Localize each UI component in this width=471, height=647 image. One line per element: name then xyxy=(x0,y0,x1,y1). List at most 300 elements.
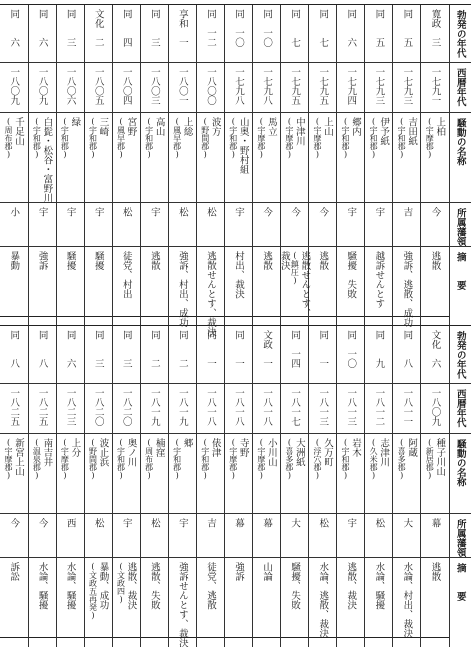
domain-text: 今 xyxy=(317,207,328,217)
year-cell xyxy=(365,62,393,112)
summary-text: 逃散 xyxy=(149,251,160,270)
summary-text: 徒党、村出 xyxy=(121,251,132,299)
year-cell xyxy=(225,62,253,112)
domain-text: 宇 xyxy=(37,207,48,217)
name-cell xyxy=(112,433,140,513)
era-cell xyxy=(337,326,365,383)
domain-text: 今 xyxy=(429,207,440,217)
summary-cell xyxy=(337,247,365,337)
summary-note: (鎮圧) xyxy=(290,251,300,318)
western-year: 一八一八 xyxy=(205,388,216,426)
domain-cell xyxy=(365,513,393,557)
year-cell xyxy=(28,383,56,433)
district-name: (野間郡) xyxy=(200,117,210,159)
era-cell xyxy=(421,326,449,383)
era-cell xyxy=(393,5,421,62)
name-cell xyxy=(140,112,168,203)
era-cell xyxy=(0,5,28,62)
name-cell xyxy=(225,433,253,513)
summary-cell xyxy=(84,247,112,337)
name-cell xyxy=(421,433,449,513)
name-cell xyxy=(28,433,56,513)
year-cell xyxy=(225,383,253,433)
era-cell xyxy=(112,326,140,383)
domain-cell xyxy=(28,203,56,247)
summary-cell xyxy=(196,247,224,337)
name-cell xyxy=(196,112,224,203)
domain-text: 吉 xyxy=(205,518,216,528)
summary-cell xyxy=(84,557,112,647)
domain-text: 宇 xyxy=(121,518,132,528)
summary-cell xyxy=(225,247,253,337)
era-text: 同 三 xyxy=(93,330,104,368)
district-name: (久米郡) xyxy=(369,438,379,480)
era-text: 同 三 xyxy=(65,9,76,47)
header-summary xyxy=(449,247,471,337)
district-name: (宇和郡) xyxy=(88,117,98,159)
summary-cell xyxy=(56,247,84,337)
header-label: 摘 要 xyxy=(455,563,466,601)
summary-text: 水論、騒擾 xyxy=(37,562,48,610)
name-cell xyxy=(84,433,112,513)
era-cell xyxy=(28,326,56,383)
summary-text: 強訴 xyxy=(233,562,244,581)
summary-text: 暴動 xyxy=(8,251,19,270)
incident-name: 阿蔵 xyxy=(406,438,417,480)
era-cell xyxy=(309,5,337,62)
domain-text: 今 xyxy=(8,518,19,528)
summary-cell xyxy=(168,557,196,647)
year-cell xyxy=(281,383,309,433)
summary-cell xyxy=(309,557,337,647)
summary-text: 騒擾 失敗 xyxy=(345,251,356,299)
year-cell xyxy=(0,62,28,112)
era-cell xyxy=(281,326,309,383)
western-year: 一七九一 xyxy=(429,67,440,105)
era-cell xyxy=(281,5,309,62)
name-cell xyxy=(253,433,281,513)
era-cell xyxy=(253,5,281,62)
western-year: 一八二三 xyxy=(65,388,76,426)
name-cell xyxy=(0,433,28,513)
era-text: 同 七 xyxy=(317,9,328,47)
name-cell xyxy=(28,112,56,203)
summary-cell xyxy=(281,557,309,647)
summary-text: 暴動、成功 xyxy=(97,562,108,620)
domain-cell xyxy=(56,513,84,557)
summary-text: 騒擾 xyxy=(93,251,104,270)
era-text: 同 四 xyxy=(121,9,132,47)
district-name: (宇和郡) xyxy=(32,117,42,203)
era-cell xyxy=(28,5,56,62)
district-name: (宇和郡) xyxy=(228,117,238,174)
year-cell xyxy=(56,62,84,112)
summary-text: 逃散 xyxy=(317,251,328,270)
incident-name: 寺野 xyxy=(238,438,249,480)
domain-cell xyxy=(0,513,28,557)
summary-text: 水論、騒擾 xyxy=(65,562,76,610)
summary-note: (文政四) xyxy=(116,562,126,610)
summary-text: 逃散 xyxy=(429,562,440,581)
top-table xyxy=(0,4,471,317)
header-label: 所属藩領 xyxy=(455,519,466,557)
era-text: 同 一〇 xyxy=(345,330,356,368)
domain-cell xyxy=(196,203,224,247)
summary-text: 水論、村出、裁決 xyxy=(401,562,412,638)
domain-text: 今 xyxy=(37,518,48,528)
era-text: 同 一二 xyxy=(205,9,216,47)
summary-text: 強訴せんとす、裁決 xyxy=(177,562,188,647)
western-year: 一八二五 xyxy=(37,388,48,426)
header-label: 所属藩領 xyxy=(455,208,466,246)
summary-cell xyxy=(225,557,253,647)
district-name: (宇和郡) xyxy=(200,438,210,480)
era-cell xyxy=(84,326,112,383)
name-cell xyxy=(168,433,196,513)
era-cell xyxy=(225,5,253,62)
summary-cell xyxy=(56,557,84,647)
header-domain xyxy=(449,513,471,557)
header-label: 摘 要 xyxy=(455,252,466,290)
era-text: 同 一四 xyxy=(289,330,300,368)
summary-text: 越訴せんとす xyxy=(373,251,384,308)
era-text: 同 七 xyxy=(289,9,300,47)
district-name: (宇摩郡) xyxy=(228,438,238,480)
summary-text: 逃散、失敗 xyxy=(149,562,160,610)
year-cell xyxy=(28,62,56,112)
domain-cell xyxy=(168,513,196,557)
summary-cell xyxy=(112,247,140,337)
year-cell xyxy=(140,383,168,433)
domain-text: 宇 xyxy=(93,207,104,217)
domain-text: 今 xyxy=(289,207,300,217)
domain-cell xyxy=(196,513,224,557)
summary-text: 逃散、裁決 xyxy=(126,562,137,610)
name-cell xyxy=(309,112,337,203)
western-year: 一八一二 xyxy=(373,388,384,426)
header-label: 騒動の名称 xyxy=(455,118,466,166)
year-cell xyxy=(0,383,28,433)
domain-text: 松 xyxy=(121,207,132,217)
year-cell xyxy=(337,62,365,112)
incident-name: 小川山 xyxy=(266,438,277,480)
summary-text: 強訴 xyxy=(37,251,48,270)
summary-cell xyxy=(0,247,28,337)
summary-cell xyxy=(196,557,224,647)
district-name: (周布郡) xyxy=(144,438,154,480)
era-text: 同 六 xyxy=(345,9,356,47)
era-text: 同 三 xyxy=(149,9,160,47)
summary-text: 騒擾、失敗 xyxy=(289,562,300,610)
domain-cell xyxy=(309,513,337,557)
incident-name: 波止浜 xyxy=(97,438,108,480)
era-text: 同 五 xyxy=(401,9,412,47)
district-name: (宇摩郡) xyxy=(425,117,435,159)
summary-cell xyxy=(140,247,168,337)
name-cell xyxy=(309,433,337,513)
era-text: 同 一 xyxy=(317,330,328,368)
era-text: 同 二 xyxy=(149,330,160,368)
domain-text: 大 xyxy=(401,518,412,528)
domain-text: 松 xyxy=(317,518,328,528)
summary-cell xyxy=(140,557,168,647)
summary-cell xyxy=(337,557,365,647)
summary-cell xyxy=(253,247,281,337)
header-label: 西暦年代 xyxy=(455,68,466,106)
year-cell xyxy=(309,383,337,433)
domain-cell xyxy=(28,513,56,557)
summary-cell xyxy=(28,247,56,337)
era-text: 同 一〇 xyxy=(261,9,272,47)
incident-name: 高山 xyxy=(154,117,165,159)
year-cell xyxy=(337,383,365,433)
incident-name: 南吉井 xyxy=(41,438,52,480)
summary-cell xyxy=(421,557,449,647)
name-cell xyxy=(281,433,309,513)
era-cell xyxy=(168,5,196,62)
domain-text: 吉 xyxy=(401,207,412,217)
western-year: 一八〇三 xyxy=(149,67,160,105)
name-cell xyxy=(168,112,196,203)
incident-name: 白髭・松谷・富野川 xyxy=(41,117,52,203)
domain-cell xyxy=(337,203,365,247)
incident-name: 郷内 xyxy=(350,117,361,159)
year-cell xyxy=(56,383,84,433)
western-year: 一八〇五 xyxy=(93,67,104,105)
incident-name: 郷 xyxy=(182,438,193,480)
district-name: (宇摩郡) xyxy=(312,117,322,159)
era-cell xyxy=(421,5,449,62)
domain-text: 宇 xyxy=(177,518,188,528)
name-cell xyxy=(56,112,84,203)
domain-text: 松 xyxy=(93,518,104,528)
era-cell xyxy=(225,326,253,383)
summary-text: 水論、騒擾 xyxy=(373,562,384,610)
era-text: 寛政 三 xyxy=(429,9,440,47)
era-text: 文政 一 xyxy=(261,330,272,368)
summary-note: (文政五再発) xyxy=(88,562,98,620)
year-cell xyxy=(196,383,224,433)
year-cell xyxy=(309,62,337,112)
summary-text: 逃散せんとす、 xyxy=(299,251,310,318)
name-cell xyxy=(112,112,140,203)
district-name: (宇和郡) xyxy=(144,117,154,159)
incident-name: 吉田紙 xyxy=(406,117,417,159)
summary-text: 逃散 xyxy=(261,251,272,270)
year-cell xyxy=(168,62,196,112)
summary-cell xyxy=(421,247,449,337)
incident-name: 岩木 xyxy=(350,438,361,480)
era-cell xyxy=(196,326,224,383)
district-name: (宇和郡) xyxy=(60,117,70,159)
name-cell xyxy=(196,433,224,513)
header-western xyxy=(449,383,471,433)
western-year: 一七九八 xyxy=(233,67,244,105)
era-cell xyxy=(56,5,84,62)
incident-name: 中津川 xyxy=(294,117,305,159)
year-cell xyxy=(393,62,421,112)
header-label: 騒動の名称 xyxy=(455,439,466,487)
domain-text: 宇 xyxy=(373,207,384,217)
era-cell xyxy=(0,326,28,383)
incident-name: 種子川山 xyxy=(434,438,445,480)
district-name: (風早郡) xyxy=(172,117,182,159)
year-cell xyxy=(281,62,309,112)
incident-name: 志津川 xyxy=(378,438,389,480)
header-western xyxy=(449,62,471,112)
incident-name: 山奥・野村組 xyxy=(238,117,249,174)
name-cell xyxy=(365,112,393,203)
domain-text: 今 xyxy=(261,207,272,217)
district-name: (風早郡) xyxy=(116,117,126,159)
year-cell xyxy=(140,62,168,112)
incident-name: 上柏 xyxy=(434,117,445,159)
western-year: 一八二五 xyxy=(8,388,19,426)
summary-cell xyxy=(112,557,140,647)
domain-text: 松 xyxy=(177,207,188,217)
summary-cell xyxy=(309,247,337,337)
district-name: (喜多郡) xyxy=(284,438,294,480)
domain-text: 宇 xyxy=(345,518,356,528)
name-cell xyxy=(56,433,84,513)
era-text: 同 六 xyxy=(8,9,19,47)
domain-text: 宇 xyxy=(345,207,356,217)
domain-cell xyxy=(309,203,337,247)
name-cell xyxy=(225,112,253,203)
western-year: 一八〇九 xyxy=(429,388,440,426)
domain-cell xyxy=(112,203,140,247)
western-year: 一七九五 xyxy=(317,67,328,105)
western-year: 一七九八 xyxy=(261,67,272,105)
name-cell xyxy=(84,112,112,203)
year-cell xyxy=(112,383,140,433)
year-cell xyxy=(393,383,421,433)
western-year: 一七九三 xyxy=(401,67,412,105)
district-name: (野間郡) xyxy=(88,438,98,480)
domain-text: 大 xyxy=(289,518,300,528)
summary-cell xyxy=(393,247,421,337)
domain-text: 幕 xyxy=(233,518,244,528)
year-cell xyxy=(421,62,449,112)
district-name: (宇和郡) xyxy=(172,438,182,480)
summary-text: 逃散、裁決 xyxy=(345,562,356,610)
domain-cell xyxy=(112,513,140,557)
incident-name: 奥ノ川 xyxy=(126,438,137,480)
era-text: 同 八 xyxy=(8,330,19,368)
header-label: 勃発の年代 xyxy=(455,10,466,58)
era-text: 文化 二 xyxy=(93,9,104,47)
domain-text: 松 xyxy=(149,518,160,528)
incident-name: 馬立 xyxy=(266,117,277,159)
era-cell xyxy=(196,5,224,62)
domain-cell xyxy=(337,513,365,557)
header-summary xyxy=(449,557,471,647)
name-cell xyxy=(393,112,421,203)
bottom-table xyxy=(0,325,471,638)
era-text: 同 六 xyxy=(37,9,48,47)
incident-name: 大洲紙 xyxy=(294,438,305,480)
district-name: (宇和郡) xyxy=(397,117,407,159)
name-cell xyxy=(253,112,281,203)
western-year: 一七九三 xyxy=(373,67,384,105)
name-cell xyxy=(337,112,365,203)
header-label: 勃発の年代 xyxy=(455,331,466,379)
summary-cell xyxy=(0,557,28,647)
domain-cell xyxy=(253,203,281,247)
era-text: 同 一 xyxy=(233,330,244,368)
domain-cell xyxy=(421,203,449,247)
district-name: (喜多郡) xyxy=(397,438,407,480)
domain-cell xyxy=(365,203,393,247)
western-year: 一八一三 xyxy=(317,388,328,426)
domain-cell xyxy=(225,513,253,557)
western-year: 一八〇〇 xyxy=(205,67,216,105)
domain-text: 宇 xyxy=(149,207,160,217)
year-cell xyxy=(253,383,281,433)
incident-name: 宮野 xyxy=(126,117,137,159)
year-cell xyxy=(253,62,281,112)
domain-text: 小 xyxy=(8,207,19,217)
year-cell xyxy=(421,383,449,433)
summary-text: 騒擾 xyxy=(65,251,76,270)
district-name: (周布郡) xyxy=(4,117,14,159)
district-name: (宇摩郡) xyxy=(60,438,70,480)
domain-text: 松 xyxy=(373,518,384,528)
western-year: 一八〇六 xyxy=(65,67,76,105)
domain-text: 幕 xyxy=(261,518,272,528)
summary-cell xyxy=(281,247,309,337)
district-name: (宇摩郡) xyxy=(256,438,266,480)
western-year: 一七九五 xyxy=(289,67,300,105)
domain-cell xyxy=(56,203,84,247)
incident-name: 上総 xyxy=(182,117,193,159)
era-cell xyxy=(337,5,365,62)
western-year: 一八〇四 xyxy=(121,67,132,105)
western-year: 一八一七 xyxy=(289,388,300,426)
year-cell xyxy=(84,62,112,112)
era-cell xyxy=(253,326,281,383)
western-year: 一八一八 xyxy=(261,388,272,426)
era-cell xyxy=(309,326,337,383)
incident-name: 新宮上山 xyxy=(13,438,24,480)
western-year: 一八〇一 xyxy=(177,67,188,105)
summary-text: 村出、裁決 xyxy=(233,251,244,299)
year-cell xyxy=(365,383,393,433)
summary-text: 逃散 xyxy=(429,251,440,270)
summary-text: 強訴、逃散、成功 xyxy=(401,251,412,327)
summary-text: 訴訟 xyxy=(8,562,19,581)
western-year: 一八二〇 xyxy=(93,388,104,426)
district-name: (新居郡) xyxy=(425,438,435,480)
year-cell xyxy=(112,62,140,112)
domain-text: 西 xyxy=(65,518,76,528)
year-cell xyxy=(196,62,224,112)
summary-cell xyxy=(365,557,393,647)
era-text: 文化 六 xyxy=(429,330,440,368)
domain-cell xyxy=(393,513,421,557)
summary-text-2: 裁決 xyxy=(279,251,290,318)
summary-text: 強訴、村出、成功 xyxy=(177,251,188,327)
western-year: 一八一三 xyxy=(345,388,356,426)
incident-name: 上山 xyxy=(322,117,333,159)
summary-cell xyxy=(253,557,281,647)
domain-cell xyxy=(225,203,253,247)
western-year: 一八一一 xyxy=(401,388,412,426)
header-domain xyxy=(449,203,471,247)
era-text: 同 九 xyxy=(373,330,384,368)
year-cell xyxy=(168,383,196,433)
name-cell xyxy=(140,433,168,513)
